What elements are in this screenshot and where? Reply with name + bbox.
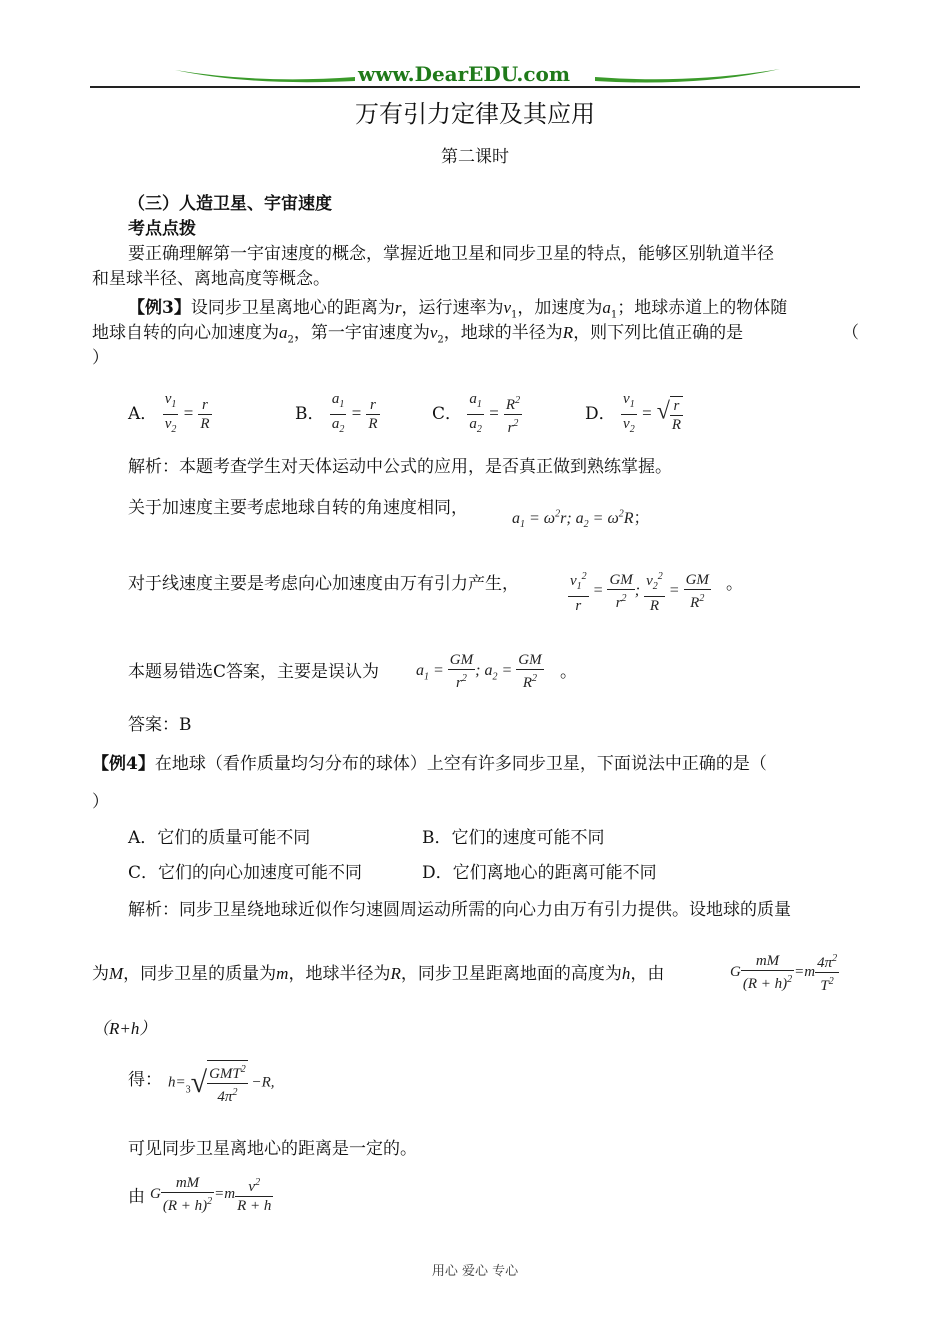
ex3-speed-line: 对于线速度主要是考虑向心加速度由万有引力产生， [128, 574, 519, 594]
formula-wrong: $a_1$ = $\frac{GM}{r^2}$ ; $a_2$ = $\frac{GM}{R^2}$ [416, 652, 542, 691]
section-heading: （三）人造卫星、宇宙速度 [128, 194, 332, 214]
ex4-you: 由 [128, 1187, 145, 1207]
ex3-tag: 【例3】 [128, 298, 191, 318]
ex3-line-2: 地球自转的向心加速度为$a_2$，第一宇宙速度为$v_2$，地球的半径为R，则下列比值正确的是 [92, 323, 744, 346]
ex3-accel-line: 关于加速度主要考虑地球自转的角速度相同， [128, 498, 468, 518]
site-url: www.DearEDU.com [358, 62, 571, 86]
formula-a: $\frac{v_1}{v_2}$ = $\frac{r}{R}$ [164, 391, 210, 435]
formula-gravity-speed: G $\frac{mM}{(R + h)^2}$ =m $\frac{v^2}{R + h}$ [150, 1175, 272, 1214]
formula-gravity-period: G $\frac{mM}{(R + h)^2}$ =m $\frac{4\pi^2}{T^2}$ [730, 950, 839, 995]
intro-line-1: 要正确理解第一宇宙速度的概念，掌握近地卫星和同步卫星的特点，能够区别轨道半径 [128, 244, 774, 264]
ex4-option-a: A．它们的质量可能不同 [128, 828, 311, 848]
header-banner [90, 60, 860, 90]
formula-h: $h=_3√$ $\frac{GMT^2}{4\pi^2}$ −R, [168, 1060, 275, 1106]
keypoint-heading: 考点点拨 [128, 219, 196, 239]
ex3-analysis: 解析：本题考查学生对天体运动中公式的应用，是否真正做到熟练掌握。 [128, 457, 672, 477]
ex3-option-d: D． $\frac{v_1}{v_2}$ = √ $\frac{r}{R}$ [585, 390, 683, 439]
header-rule [90, 86, 860, 88]
page-footer: 用心 爱心 专心 [431, 1264, 519, 1279]
ex3-wrong-line: 本题易错选C答案，主要是误认为 [128, 662, 380, 682]
ex3-option-a: A． $\frac{v_1}{v_2}$ = $\frac{r}{R}$ [128, 390, 212, 439]
ex4-rh: （R+h） [92, 1019, 157, 1038]
formula-b: $\frac{a_1}{a_2}$ = $\frac{r}{R}$ [331, 391, 378, 435]
ex4-conclusion: 可见同步卫星离地心的距离是一定的。 [128, 1139, 417, 1159]
ex3-paren-open: （ [842, 323, 859, 343]
ex3-answer: 答案：B [128, 715, 192, 735]
ex4-option-b: B．它们的速度可能不同 [422, 828, 605, 848]
formula-d: $\frac{v_1}{v_2}$ = √ $\frac{r}{R}$ [623, 391, 682, 435]
ex4-option-d: D．它们离地心的距离可能不同 [422, 863, 657, 883]
ex3-speed-period: 。 [726, 574, 743, 594]
ex4-analysis-1: 解析：同步卫星绕地球近似作匀速圆周运动所需的向心力由万有引力提供。设地球的质量 [128, 900, 791, 920]
ex3-paren-close: ） [92, 348, 109, 368]
page-subtitle: 第二课时 [441, 147, 509, 167]
ex3-line-1: 【例3】设同步卫星离地心的距离为r，运行速率为$v_1$，加速度为$a_1$；地球赤道上的物体随 [128, 298, 788, 321]
page-title: 万有引力定律及其应用 [355, 100, 595, 128]
ex4-line-1: 【例4】在地球（看作质量均匀分布的球体）上空有许多同步卫星，下面说法中正确的是（ [92, 754, 767, 774]
ex4-de: 得： [128, 1070, 162, 1090]
formula-accel: $a_1 = \omega^2r$; $a_2 = \omega^2R$； [512, 508, 650, 531]
intro-line-2: 和星球半径、离地高度等概念。 [92, 269, 330, 289]
ex3-wrong-period: 。 [560, 662, 577, 682]
ex4-analysis-2: 为M，同步卫星的质量为m，地球半径为R，同步卫星距离地面的高度为h，由 [92, 964, 665, 984]
ex3-option-c: C． $\frac{a_1}{a_2}$ = $\frac{R^2}{r^2}$ [432, 390, 522, 439]
ex4-line-2: ） [92, 792, 109, 812]
formula-speed: $\frac{v_1^2}{r}$ = $\frac{GM}{r^2}$ ; $\frac{v_2^2}{R}$ = $\frac{GM}{R^2}$ [568, 568, 711, 615]
ex4-option-c: C．它们的向心加速度可能不同 [128, 863, 363, 883]
formula-c: $\frac{a_1}{a_2}$ = $\frac{R^2}{r^2}$ [469, 391, 521, 436]
ex3-option-b: B． $\frac{a_1}{a_2}$ = $\frac{r}{R}$ [295, 390, 380, 439]
ex4-tag: 【例4】 [92, 754, 155, 774]
